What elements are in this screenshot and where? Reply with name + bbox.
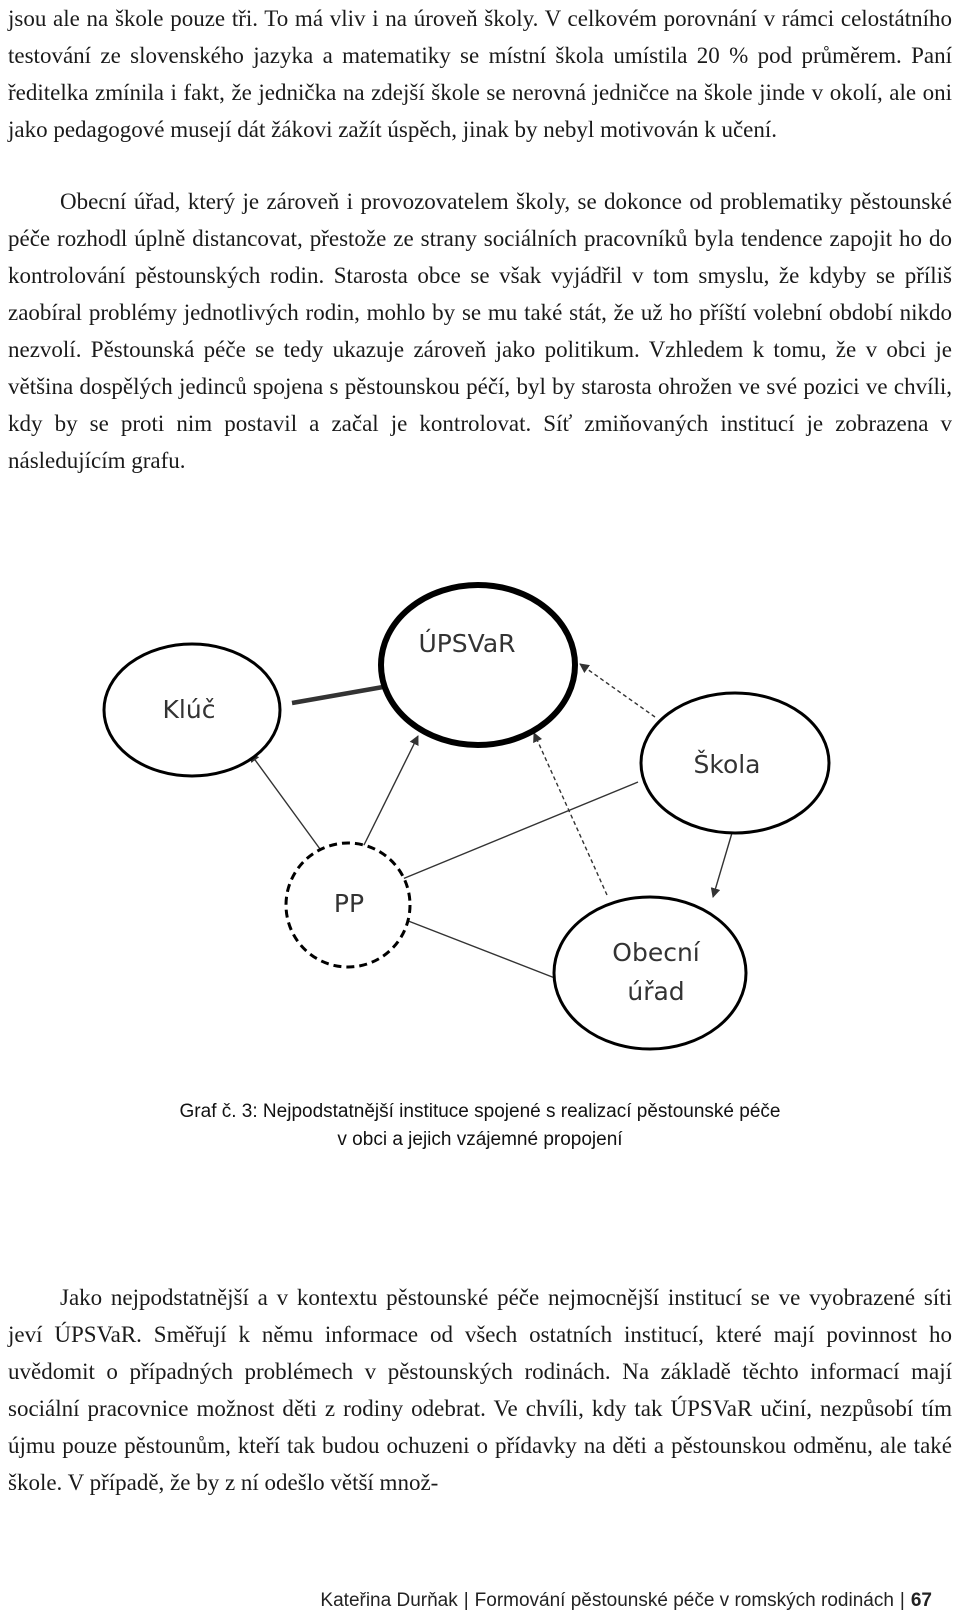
diagram-canvas: [0, 560, 960, 1100]
edge-kluc-upsvar: [292, 687, 383, 703]
edge-pp-urad: [398, 917, 560, 980]
footer-title: Formování pěstounské péče v romských rodinách: [474, 1590, 894, 1611]
node-obecni-urad-label-1: Obecní: [612, 938, 700, 967]
node-obecni-urad-label-2: úřad: [627, 977, 685, 1006]
figure-caption: [100, 1098, 860, 1154]
edge-urad-upsvar: [534, 733, 607, 895]
node-kluc-label: Klúč: [162, 695, 216, 724]
body-paragraph: Obecní úřad, který je zároveň i provozovatelem školy, se dokonce od problematiky pěstounské péče rozhodl úplně distancovat, přestože ze strany sociálních pracovníků byla tendence zapojit ho do kontrolování pěstounských rodin. Starosta obce se však vyjádřil v tom smyslu, že kdyby se příliš zaobíral problémy jednotlivých rodin, mohlo by se mu také stát, že už ho příští volební období nikdo nezvolí. Pěstounská péče se tedy ukazuje zároveň jako politikum. Vzhledem k tomu, že v obci je většina dospělých jedinců spojena s pěstounskou péčí, byl by starosta ohrožen ve své pozici ve chvíli, kdy by se proti nim postavil a začal je kontrolovat. Síť zmiňovaných institucí je zobrazena v následujícím grafu.: [8, 189, 952, 473]
node-obecni-urad: [554, 897, 746, 1049]
footer-author: Kateřina Durňak: [320, 1590, 458, 1611]
edge-skola-upsvar: [580, 664, 655, 717]
node-pp-label: PP: [333, 889, 365, 918]
footer-separator: |: [463, 1590, 469, 1611]
node-upsvar-label: ÚPSVaR: [418, 629, 516, 658]
node-skola-label: Škola: [693, 750, 761, 779]
caption-line-2: v obci a jejich vzájemné propojení: [337, 1129, 623, 1150]
edge-pp-skola: [400, 782, 638, 880]
edge-pp-upsvar: [362, 736, 418, 849]
body-paragraph: jsou ale na škole pouze tři. To má vliv i na úroveň školy. V celkovém porovnání v rámci celostátního testování ze slovenského jazyka a matematiky se místní škola umístila 20 % pod průměrem. Paní ředitelka zmínila i fakt, že jednička na zdejší škole se nerovná jedničce na škole jinde v okolí, ale oni jako pedagogové musejí dát žákovi zažít úspěch, jinak by nebyl motivován k učení.: [8, 6, 952, 142]
page-number: 67: [910, 1590, 932, 1611]
footer-separator: |: [899, 1590, 905, 1611]
page-footer: [320, 1590, 932, 1612]
body-paragraph: Jako nejpodstatnější a v kontextu pěstounské péče nejmocnější institucí se ve vyobrazené síti jeví ÚPSVaR. Směřují k němu informace od všech ostatních institucí, které mají povinnost ho uvědomit o případných problémech v pěstounských rodinách. Na základě těchto informací mají sociální pracovnice možnost děti z rodiny odebrat. Ve chvíli, kdy tak ÚPSVaR učiní, nezpůsobí tím újmu pouze pěstounům, kteří tak budou ochuzeni o přídavky na děti a pěstounskou odměnu, ale také škole. V případě, že by z ní odešlo větší množ-: [8, 1285, 952, 1495]
node-upsvar: [381, 585, 575, 745]
edge-pp-kluc: [250, 753, 320, 849]
caption-line-1: Graf č. 3: Nejpodstatnější instituce spojené s realizací pěstounské péče: [179, 1101, 781, 1122]
institution-network-diagram: [0, 560, 960, 1100]
